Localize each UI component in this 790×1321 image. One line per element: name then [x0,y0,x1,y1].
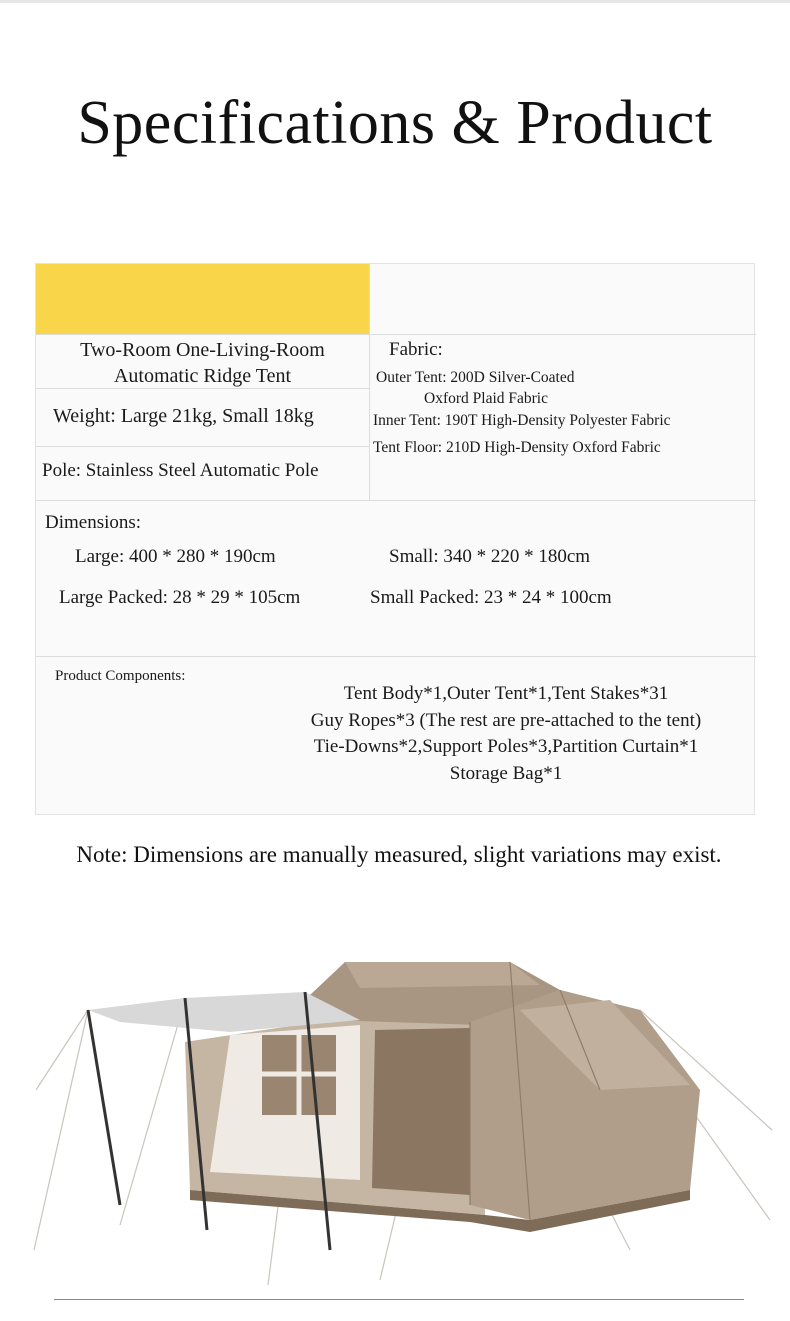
row-divider [36,334,756,335]
weight-text: Weight: Large 21kg, Small 18kg [53,405,314,427]
components-heading: Product Components: [55,668,186,684]
fabric-outer-line-1: Outer Tent: 200D Silver-Coated [376,369,575,386]
dimension-small-packed: Small Packed: 23 * 24 * 100cm [370,587,612,608]
fabric-floor: Tent Floor: 210D High-Density Oxford Fabric [373,439,661,456]
fabric-heading: Fabric: [389,339,443,360]
pole-text: Pole: Stainless Steel Automatic Pole [42,460,319,481]
product-name-line-2: Automatic Ridge Tent [113,365,292,387]
row-divider [36,656,756,657]
dimension-large: Large: 400 * 280 * 190cm [75,546,276,567]
awning-pole [88,1010,120,1205]
tent-door [372,1028,470,1195]
fabric-inner: Inner Tent: 190T High-Density Polyester Fabric [373,412,671,429]
components-line-3: Tie-Downs*2,Support Poles*3,Partition Curtain*1 [313,736,699,757]
components-line-2: Guy Ropes*3 (The rest are pre-attached to the tent) [310,710,702,731]
spec-table [35,263,755,815]
page-title: Specifications & Product [77,89,713,157]
product-name-line-1: Two-Room One-Living-Room [80,339,325,361]
tent-product-image [0,950,790,1295]
bottom-divider [54,1299,744,1300]
measurement-note: Note: Dimensions are manually measured, slight variations may exist. [76,842,722,867]
dimensions-heading: Dimensions: [45,512,142,533]
top-divider [0,0,790,3]
accent-block [36,264,370,334]
dimension-large-packed: Large Packed: 28 * 29 * 105cm [59,587,301,608]
row-divider [36,500,756,501]
row-divider [36,446,369,447]
tent-window [262,1035,336,1115]
components-line-4: Storage Bag*1 [449,763,563,784]
dimension-small: Small: 340 * 220 * 180cm [389,546,591,567]
fabric-outer-line-2: Oxford Plaid Fabric [424,390,548,407]
components-line-1: Tent Body*1,Outer Tent*1,Tent Stakes*31 [343,683,669,704]
column-divider [369,264,370,500]
